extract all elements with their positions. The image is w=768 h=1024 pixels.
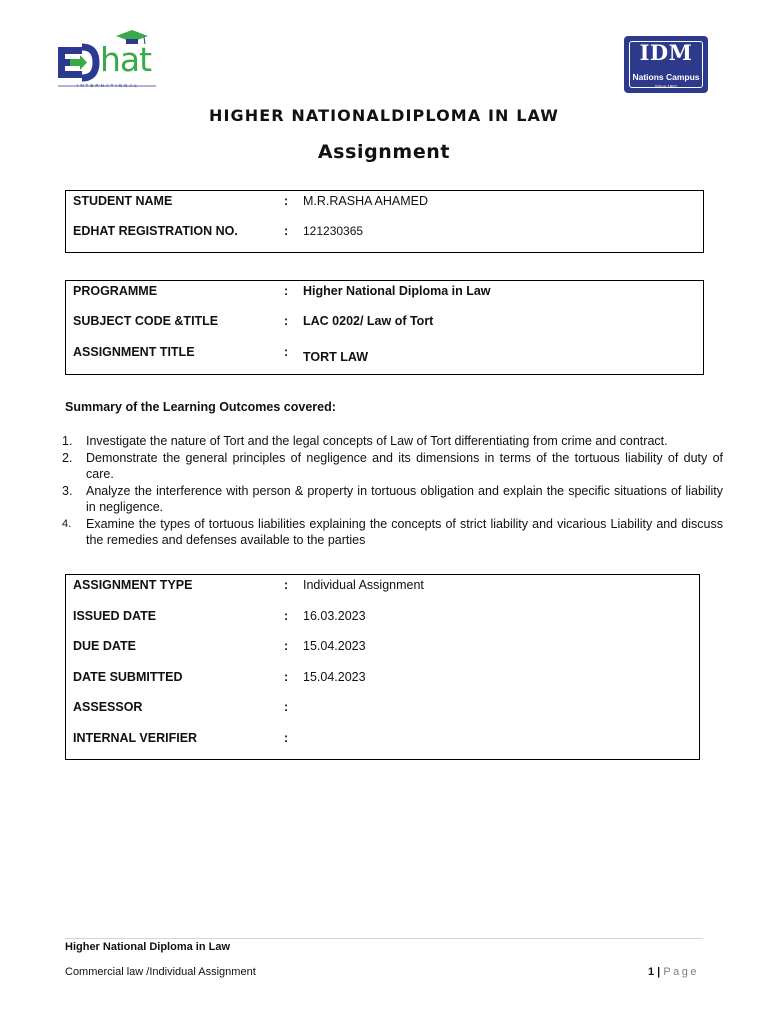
field-label: ASSIGNMENT TYPE (73, 578, 193, 592)
footer-divider (65, 938, 703, 939)
subject-value: LAC 0202/ Law of Tort (303, 314, 434, 328)
field-label: ASSIGNMENT TITLE (73, 345, 195, 359)
idm-logo-name: IDM (639, 40, 693, 65)
field-label: ISSUED DATE (73, 609, 157, 623)
field-colon: : (284, 284, 289, 298)
edhat-logo (58, 30, 158, 92)
field-label: STUDENT NAME (73, 194, 173, 208)
list-item: 1. Investigate the nature of Tort and the legal concepts of Law of Tort differentiating from crime and contract. (62, 434, 668, 448)
assignment-type-row (66, 578, 699, 598)
assignment-title-row (66, 345, 703, 365)
field-colon: : (284, 345, 289, 359)
field-colon: : (284, 670, 289, 684)
programme-row (66, 284, 703, 304)
field-label: PROGRAMME (73, 284, 158, 298)
registration-value: 121230365 (303, 224, 364, 238)
date-submitted-value: 15.04.2023 (303, 670, 366, 684)
programme-value: Higher National Diploma in Law (303, 284, 491, 298)
assessor-row (66, 700, 699, 720)
page-number: 1 | Page (648, 966, 700, 978)
list-item: 2. Demonstrate the general principles of negligence and its dimensions in terms of the tortuous liability of duty of care. (62, 450, 723, 481)
field-colon: : (284, 578, 289, 592)
assignment-details-box (65, 574, 700, 760)
learning-outcomes-heading: Summary of the Learning Outcomes covered: (65, 400, 336, 414)
field-label: EDHAT REGISTRATION NO. (73, 224, 238, 238)
field-colon: : (284, 224, 289, 238)
document-title: Assignment (317, 141, 451, 163)
field-label: DUE DATE (73, 639, 136, 653)
assignment-title-value: TORT LAW (303, 350, 369, 364)
idm-logo (624, 36, 708, 93)
idm-logo-since: Since 1981 (654, 84, 678, 89)
field-label: DATE SUBMITTED (73, 670, 183, 684)
registration-row (66, 224, 703, 244)
internal-verifier-row (66, 731, 699, 751)
field-label: SUBJECT CODE &TITLE (73, 314, 219, 328)
field-colon: : (284, 639, 289, 653)
programme-heading: HIGHER NATIONALDIPLOMA IN LAW (208, 106, 560, 125)
issued-date-value: 16.03.2023 (303, 609, 366, 623)
learning-outcomes-list (62, 433, 723, 549)
student-name-value: M.R.RASHA AHAMED (303, 194, 429, 208)
edhat-logo-sub: INTERNATIONAL (77, 83, 139, 88)
field-colon: : (284, 700, 289, 714)
field-colon: : (284, 731, 289, 745)
field-label: ASSESSOR (73, 700, 143, 714)
footer-course: Commercial law /Individual Assignment (65, 966, 256, 978)
field-colon: : (284, 194, 289, 208)
field-label: INTERNAL VERIFIER (73, 731, 198, 745)
footer-programme: Higher National Diploma in Law (65, 941, 231, 953)
list-item: 4. Examine the types of tortuous liabilities explaining the concepts of strict liability and vicarious Liability and discuss the remedies and defenses available to the parties (62, 516, 723, 547)
student-name-row (66, 194, 703, 214)
idm-logo-campus: Nations Campus (632, 72, 700, 82)
issued-date-row (66, 609, 699, 629)
date-submitted-row (66, 670, 699, 690)
due-date-value: 15.04.2023 (303, 639, 366, 653)
field-colon: : (284, 609, 289, 623)
due-date-row (66, 639, 699, 659)
list-item: 3. Analyze the interference with person & property in tortuous obligation and explain the specific situations of liability in negligence. (62, 483, 723, 514)
subject-row (66, 314, 703, 334)
edhat-logo-letters: hat (100, 40, 152, 79)
programme-info-box (65, 280, 704, 375)
field-colon: : (284, 314, 289, 328)
student-info-box (65, 190, 704, 253)
assignment-type-value: Individual Assignment (303, 578, 424, 592)
